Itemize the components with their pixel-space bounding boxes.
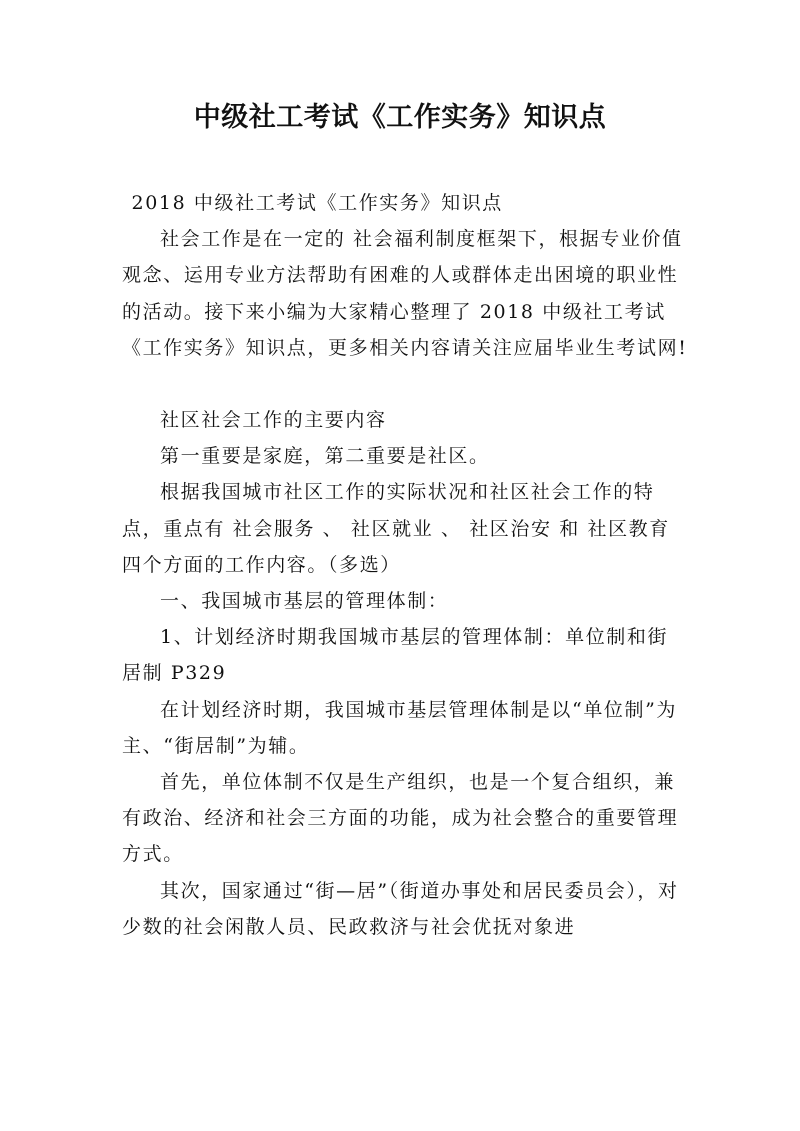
body-paragraph: 首先，单位体制不仅是生产组织，也是一个复合组织，兼有政治、经济和社会三方面的功能，成为社会整合的重要管理方式。 [122, 771, 679, 866]
body-paragraph: 在计划经济时期，我国城市基层管理体制是以“单位制”为主、“街居制”为辅。 [122, 698, 678, 757]
subtitle-paragraph: 2018 中级社工考试《工作实务》知识点 [131, 192, 503, 214]
body-paragraph: 第一重要是家庭，第二重要是社区。 [160, 445, 490, 468]
body-paragraph: 根据我国城市社区工作的实际状况和社区社会工作的特点，重点有 社会服务 、 社区就业 、 社区治安 和 社区教育 四个方面的工作内容。（多选） [122, 481, 670, 576]
section-heading: 一、我国城市基层的管理体制： [160, 590, 449, 613]
body-paragraph: 其次，国家通过“街—居”（街道办事处和居民委员会），对少数的社会闲散人员、民政救济与社会优抚对象进 [122, 879, 679, 938]
document-title: 中级社工考试《工作实务》知识点 [193, 102, 607, 133]
paragraph-spacer [122, 366, 688, 402]
section-heading: 社区社会工作的主要内容 [160, 409, 387, 432]
document-body [122, 185, 688, 945]
intro-paragraph: 社会工作是在一定的 社会福利制度框架下，根据专业价值观念、运用专业方法帮助有困难的人或群体走出困境的职业性的活动。接下来小编为大家精心整理了 2018 中级社工考试《工作实务》知识点，更多相关内容请关注应届毕业生考试网! [122, 228, 688, 359]
body-paragraph: 1、计划经济时期我国城市基层的管理体制：单位制和街居制 P329 [122, 626, 669, 685]
